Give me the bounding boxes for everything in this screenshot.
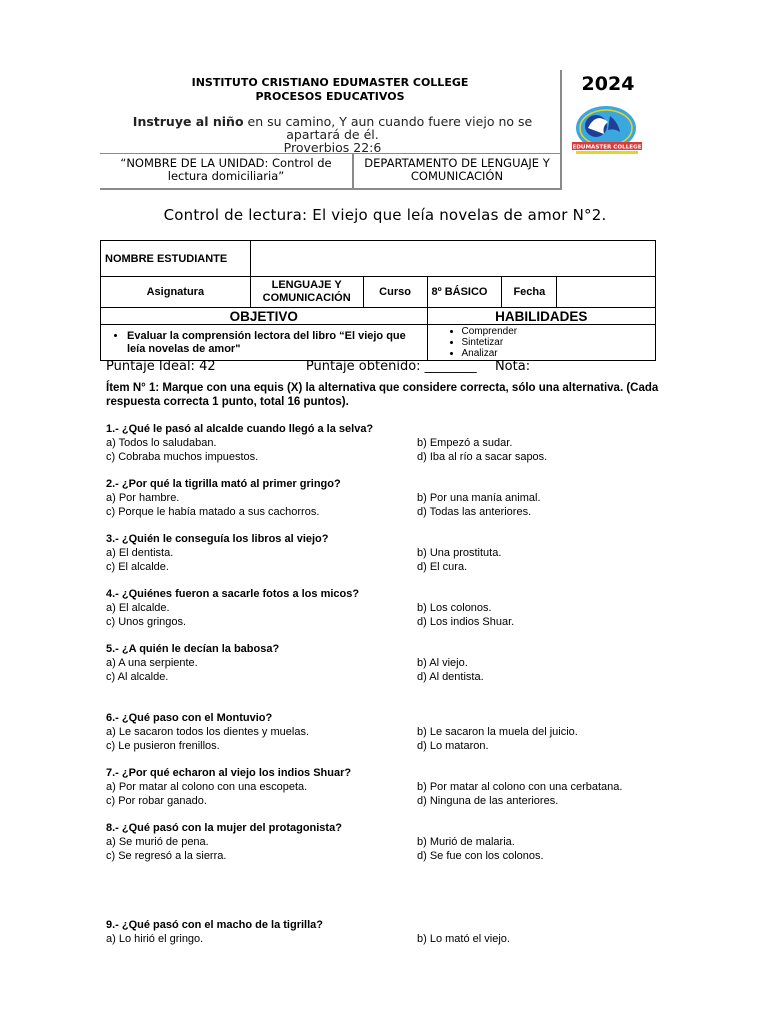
answer-option[interactable]: a) El dentista. [106, 547, 174, 559]
question [106, 532, 666, 574]
objective-list [105, 330, 423, 356]
answer-option[interactable]: c) Al alcalde. [106, 671, 169, 683]
objective-item: • Evaluar la comprensión lectora del libro “El viejo que leía novelas de amor" [127, 330, 423, 356]
question-text: 5.- ¿A quién le decían la babosa? [106, 643, 280, 655]
answer-option[interactable]: b) Por una manía animal. [417, 492, 541, 504]
answer-option[interactable]: b) Le sacaron la muela del juicio. [417, 726, 578, 738]
motto-bold: Instruye al niño [132, 114, 244, 129]
student-name-field[interactable] [250, 241, 655, 277]
school-logo-icon [566, 104, 648, 158]
answer-option[interactable]: c) Cobraba muchos impuestos. [106, 451, 259, 463]
answer-option[interactable]: b) Al viejo. [417, 657, 468, 669]
question [106, 766, 666, 808]
date-label: Fecha [502, 277, 557, 308]
answer-option[interactable]: b) Murió de malaria. [417, 836, 515, 848]
answer-option[interactable]: a) Le sacaron todos los dientes y muelas. [106, 726, 310, 738]
answer-option[interactable]: c) Por robar ganado. [106, 795, 207, 807]
question-text: 4.- ¿Quiénes fueron a sacarle fotos a los micos? [106, 588, 360, 600]
question-text: 1.- ¿Qué le pasó al alcalde cuando llegó a la selva? [106, 423, 374, 435]
answer-option[interactable]: a) Lo hirió el gringo. [106, 933, 204, 945]
institution-subtitle: PROCESOS EDUCATIVOS [255, 90, 405, 103]
year: 2024 [581, 73, 635, 95]
answer-option[interactable]: c) Unos gringos. [106, 616, 187, 628]
subject-value: LENGUAJE Y COMUNICACIÓN [250, 277, 363, 308]
obtained-score: Puntaje obtenido: ________ [305, 359, 477, 374]
skills-cell [427, 325, 656, 361]
question [106, 477, 666, 519]
question-text: 9.- ¿Qué pasó con el macho de la tigrilla? [106, 919, 323, 931]
answer-option[interactable]: a) Por matar al colono con una escopeta. [106, 781, 308, 793]
institution-header [100, 76, 560, 104]
unit-name: “NOMBRE DE LA UNIDAD: Control de lectura domiciliaria” [120, 156, 332, 183]
ideal-score: Puntaje Ideal: 42 [106, 359, 216, 374]
answer-option[interactable]: a) Todos lo saludaban. [106, 437, 217, 449]
question [106, 422, 666, 464]
answer-option[interactable]: b) Los colonos. [417, 602, 492, 614]
objective-header: OBJETIVO [101, 308, 428, 325]
answer-option[interactable]: c) Se regresó a la sierra. [106, 850, 227, 862]
question [106, 918, 666, 946]
answer-option[interactable]: c) Porque le había matado a sus cachorros. [106, 506, 320, 518]
objective-cell [101, 325, 428, 361]
answer-option[interactable]: c) Le pusieron frenillos. [106, 740, 220, 752]
skill-item: • Sintetizar [462, 337, 652, 348]
course-label: Curso [363, 277, 427, 308]
question [106, 711, 666, 753]
answer-option[interactable]: b) Por matar al colono con una cerbatana. [417, 781, 623, 793]
answer-option[interactable]: b) Empezó a sudar. [417, 437, 513, 449]
skills-header: HABILIDADES [427, 308, 656, 325]
answer-option[interactable]: d) Se fue con los colonos. [417, 850, 544, 862]
question-text: 6.- ¿Qué paso con el Montuvio? [106, 712, 273, 724]
answer-option[interactable]: d) Al dentista. [417, 671, 484, 683]
question-text: 8.- ¿Qué pasó con la mujer del protagonista? [106, 822, 342, 834]
answer-option[interactable]: d) Iba al río a sacar sapos. [417, 451, 548, 463]
motto-reference: Proverbios 22:6 [283, 140, 382, 155]
course-value: 8º BÁSICO [427, 277, 502, 308]
answer-option[interactable]: d) Todas las anteriores. [417, 506, 532, 518]
skill-item: • Comprender [462, 326, 652, 337]
document-title: Control de lectura: El viejo que leía novelas de amor N°2. [163, 206, 607, 224]
answer-option[interactable]: d) Los indios Shuar. [417, 616, 515, 628]
school-logo [566, 104, 648, 158]
question-text: 2.- ¿Por qué la tigrilla mató al primer gringo? [106, 478, 341, 490]
answer-option[interactable]: d) Lo mataron. [417, 740, 489, 752]
date-field[interactable] [557, 277, 656, 308]
question-text: 7.- ¿Por qué echaron al viejo los indios Shuar? [106, 767, 352, 779]
score-line [106, 359, 666, 374]
answer-option[interactable]: d) Ninguna de las anteriores. [417, 795, 559, 807]
subject-label: Asignatura [101, 277, 251, 308]
answer-option[interactable]: a) Por hambre. [106, 492, 180, 504]
answer-option[interactable]: b) Una prostituta. [417, 547, 502, 559]
department-name: DEPARTAMENTO DE LENGUAJE Y COMUNICACIÓN [364, 156, 550, 183]
skills-list [432, 326, 652, 359]
institution-name: INSTITUTO CRISTIANO EDUMASTER COLLEGE [191, 76, 469, 89]
question [106, 642, 666, 684]
motto-rest: en su camino, Y aun cuando fuere viejo no se apartará de él. [247, 114, 533, 142]
question [106, 587, 666, 629]
answer-option[interactable]: b) Lo mató el viejo. [417, 933, 510, 945]
answer-option[interactable]: a) A una serpiente. [106, 657, 198, 669]
answer-option[interactable]: c) El alcalde. [106, 561, 169, 573]
grade-label: Nota: [494, 359, 531, 374]
item-instructions: Ítem N° 1: Marque con una equis (X) la alternativa que considere correcta, sólo una alternativa. (Cada respuesta correcta 1 punto, total 16 puntos). [106, 382, 659, 408]
answer-option[interactable]: a) El alcalde. [106, 602, 170, 614]
motto [120, 115, 545, 154]
student-info-table [100, 240, 656, 361]
student-name-label: NOMBRE ESTUDIANTE [101, 241, 251, 277]
svg-text:EDUMASTER COLLEGE: EDUMASTER COLLEGE [572, 144, 642, 151]
answer-option[interactable]: a) Se murió de pena. [106, 836, 209, 848]
question-text: 3.- ¿Quién le conseguía los libros al viejo? [106, 533, 329, 545]
skill-item: • Analizar [462, 348, 652, 359]
answer-option[interactable]: d) El cura. [417, 561, 468, 573]
question [106, 821, 666, 863]
